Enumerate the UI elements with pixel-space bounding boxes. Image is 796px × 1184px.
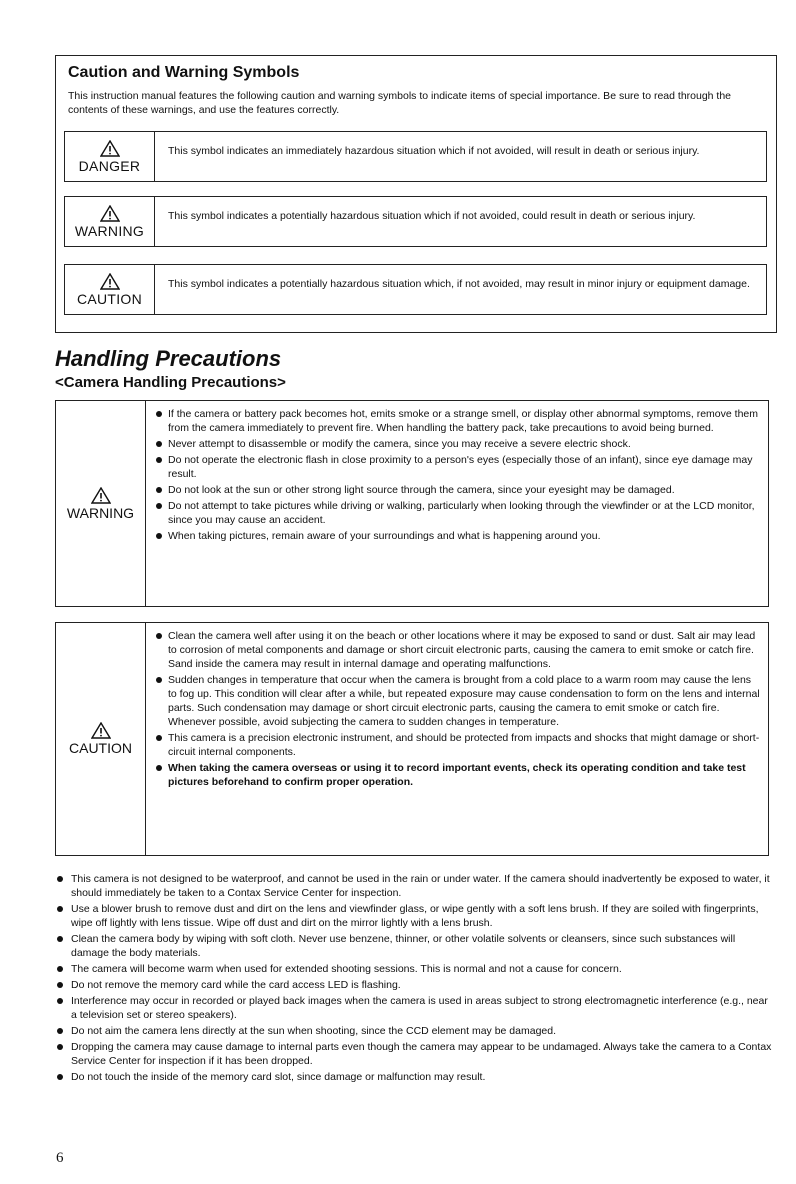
camera-handling-subtitle: <Camera Handling Precautions> bbox=[55, 374, 286, 391]
bullet-icon bbox=[57, 906, 63, 912]
list-item: When taking the camera overseas or using it to record important events, check its operating condition and take test pictures beforehand to confirm proper operation. bbox=[154, 761, 762, 789]
bullet-icon bbox=[57, 982, 63, 988]
list-item: When taking pictures, remain aware of your surroundings and what is happening around you. bbox=[154, 529, 762, 543]
warning-triangle-icon bbox=[91, 722, 111, 739]
warning-table-label: WARNING bbox=[66, 504, 135, 521]
list-item: This camera is a precision electronic instrument, and should be protected from impacts and shocks that might damage or short-circuit internal components. bbox=[154, 731, 762, 759]
caution-symbols-title: Caution and Warning Symbols bbox=[68, 64, 300, 81]
danger-row bbox=[64, 131, 767, 182]
bullet-icon bbox=[156, 633, 162, 639]
bullet-icon bbox=[57, 966, 63, 972]
bullet-icon bbox=[156, 457, 162, 463]
caution-label: CAUTION bbox=[76, 290, 143, 307]
warning-description: This symbol indicates a potentially hazardous situation which if not avoided, could result in death or serious injury. bbox=[168, 210, 696, 222]
caution-row bbox=[64, 264, 767, 315]
list-item: Use a blower brush to remove dust and dirt on the lens and viewfinder glass, or wipe gently with a soft lens brush. If they are soiled with fingerprints, wipe off lightly with lens tissue. Wipe off dust and dirt on the mirror lightly with a lens brush. bbox=[55, 902, 775, 930]
warning-row bbox=[64, 196, 767, 247]
bullet-icon bbox=[57, 1074, 63, 1080]
bullet-icon bbox=[156, 503, 162, 509]
bullet-icon bbox=[57, 876, 63, 882]
bullet-icon bbox=[156, 533, 162, 539]
bullet-icon bbox=[156, 441, 162, 447]
bullet-icon bbox=[57, 1044, 63, 1050]
bullet-icon bbox=[156, 677, 162, 683]
list-item: Do not touch the inside of the memory card slot, since damage or malfunction may result. bbox=[55, 1070, 775, 1084]
bullet-icon bbox=[156, 765, 162, 771]
warning-triangle-icon bbox=[100, 273, 120, 290]
caution-list bbox=[154, 629, 762, 791]
list-item: Do not operate the electronic flash in close proximity to a person's eyes (especially those of an infant), since eye damage may result. bbox=[154, 453, 762, 481]
list-item: If the camera or battery pack becomes hot, emits smoke or a strange smell, or display other abnormal symptoms, remove them from the camera immediately to prevent fire. When handling the battery pack, take precautions to avoid being burned. bbox=[154, 407, 762, 435]
warning-list bbox=[154, 407, 762, 545]
danger-label: DANGER bbox=[78, 157, 141, 174]
caution-table bbox=[55, 622, 769, 856]
page-number: 6 bbox=[56, 1150, 64, 1166]
list-item: The camera will become warm when used for extended shooting sessions. This is normal and not a cause for concern. bbox=[55, 962, 775, 976]
caution-symbols-intro: This instruction manual features the following caution and warning symbols to indicate items of special importance. Be sure to read through the contents of these warnings, and use the features correctly. bbox=[68, 90, 732, 116]
list-item: Do not remove the memory card while the card access LED is flashing. bbox=[55, 978, 775, 992]
danger-description: This symbol indicates an immediately hazardous situation which if not avoided, will result in death or serious injury. bbox=[168, 145, 700, 157]
list-item: Sudden changes in temperature that occur when the camera is brought from a cold place to a warm room may cause the lens to fog up. This condition will clear after a while, but repeated exposure may cause condensation to form on the lens and internal parts. Such condensation may damage or short circuit electronic parts, causing the camera to emit smoke or catch fire. Whenever possible, avoid subjecting the camera to sudden changes in temperature. bbox=[154, 673, 762, 729]
caution-table-label: CAUTION bbox=[69, 740, 132, 756]
bullet-icon bbox=[156, 411, 162, 417]
warning-triangle-icon bbox=[91, 487, 111, 504]
caution-symbols-box bbox=[55, 55, 777, 333]
list-item: Never attempt to disassemble or modify the camera, since you may receive a severe electric shock. bbox=[154, 437, 762, 451]
bullet-icon bbox=[156, 487, 162, 493]
list-item: This camera is not designed to be waterproof, and cannot be used in the rain or under water. If the camera should inadvertently be exposed to water, it should immediately be taken to a Contax Service Center for inspection. bbox=[55, 872, 775, 900]
list-item: Do not look at the sun or other strong light source through the camera, since your eyesight may be damaged. bbox=[154, 483, 762, 497]
warning-label: WARNING bbox=[74, 222, 145, 239]
bullet-icon bbox=[156, 735, 162, 741]
bullet-icon bbox=[57, 936, 63, 942]
warning-table bbox=[55, 400, 769, 607]
caution-description: This symbol indicates a potentially hazardous situation which, if not avoided, may result in minor injury or equipment damage. bbox=[168, 278, 750, 290]
list-item: Dropping the camera may cause damage to internal parts even though the camera may appear to be undamaged. Always take the camera to a Contax Service Center for inspection if it has been dropped. bbox=[55, 1040, 775, 1068]
list-item: Do not aim the camera lens directly at the sun when shooting, since the CCD element may be damaged. bbox=[55, 1024, 775, 1038]
list-item: Clean the camera well after using it on the beach or other locations where it may be exposed to sand or dust. Salt air may lead to corrosion of metal components and damage or short circuit electronic parts, causing the camera to emit smoke or catch fire. Sand inside the camera may result in internal damage and operating malfunctions. bbox=[154, 629, 762, 671]
general-precautions-list bbox=[55, 872, 775, 1086]
list-item: Clean the camera body by wiping with soft cloth. Never use benzene, thinner, or other volatile solvents or cleansers, since such substances will damage the body materials. bbox=[55, 932, 775, 960]
warning-triangle-icon bbox=[100, 205, 120, 222]
bullet-icon bbox=[57, 998, 63, 1004]
list-item: Do not attempt to take pictures while driving or walking, particularly when looking through the viewfinder or at the LCD monitor, since you may cause an accident. bbox=[154, 499, 762, 527]
warning-triangle-icon bbox=[100, 140, 120, 157]
list-item: Interference may occur in recorded or played back images when the camera is used in areas subject to strong electromagnetic interference (e.g., near a television set or stereo speakers). bbox=[55, 994, 775, 1022]
handling-precautions-title: Handling Precautions bbox=[55, 346, 282, 371]
bullet-icon bbox=[57, 1028, 63, 1034]
